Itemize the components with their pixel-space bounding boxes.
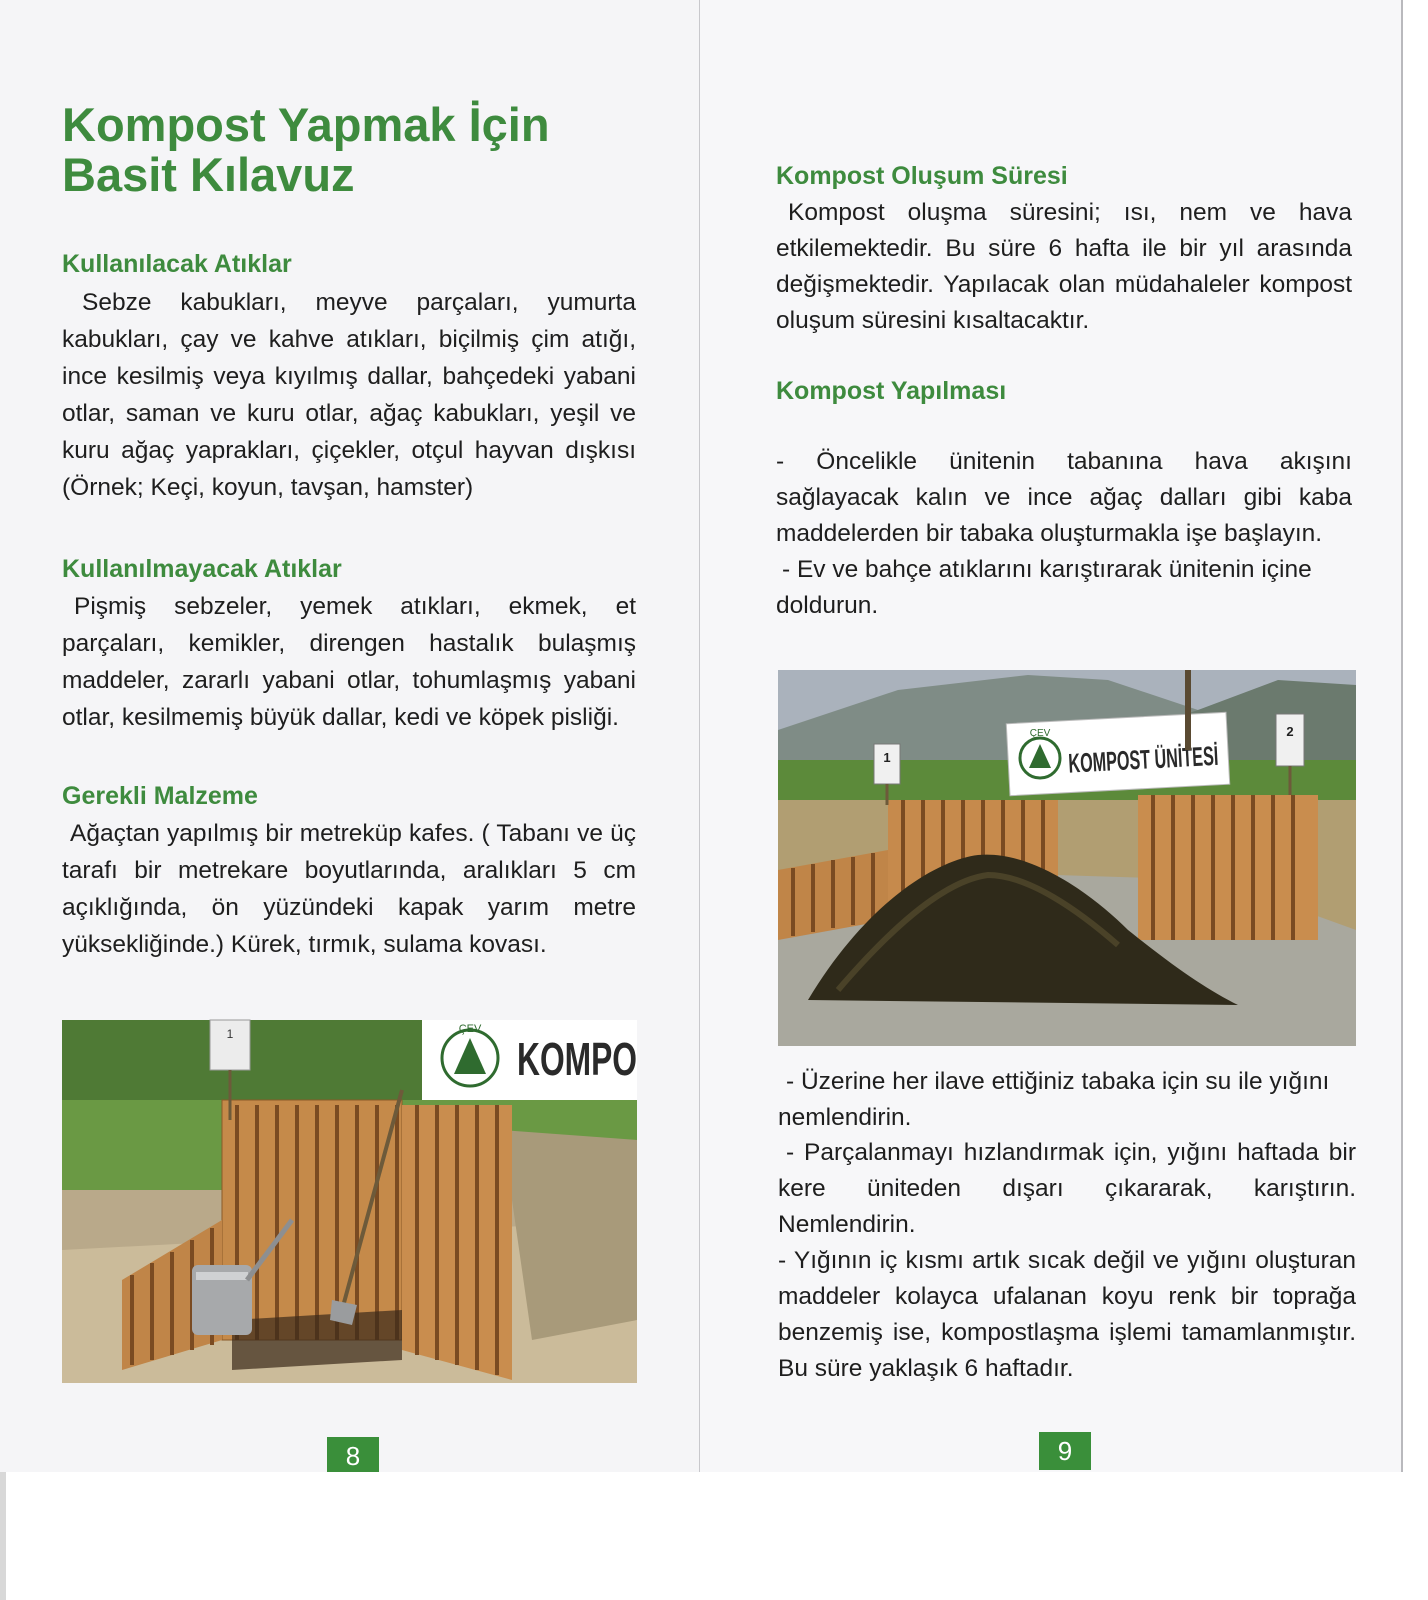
scan-edge-line — [0, 1472, 6, 1600]
making-step-1: - Öncelikle ünitenin tabanına hava akışını sağlayacak kalın ve ince ağaç dalları gibi kaba maddelerden bir tabaka oluşturmakla işe başlayın. — [776, 448, 1352, 547]
process-step-3: - Yığının iç kısmı artık sıcak değil ve yığını oluşturan maddeler kolayca ufalanan koyu renk bir toprağa benzemiş ise, kompostlaşma işlemi tamamlanmıştır. Bu süre yaklaşık 6 haftadır. — [778, 1247, 1356, 1382]
page-number-left: 8 — [327, 1437, 379, 1475]
photo-logo-text: ÇEV — [458, 1023, 482, 1035]
section-text-duration: Kompost oluşma süresini; ısı, nem ve hava etkilemektedir. Bu süre 6 hafta ile bir yıl arasında değişmektedir. Yapılacak olan müdahaleler kompost oluşum süresini kısaltacaktır. — [776, 199, 1352, 334]
right-page — [700, 0, 1403, 1472]
section-heading-duration: Kompost Oluşum Süresi — [776, 162, 1068, 190]
photo-logo-text-right: ÇEV — [1029, 728, 1051, 739]
section-text-usable-waste: Sebze kabukları, meyve parçaları, yumurta kabukları, çay ve kahve atıkları, biçilmiş çim atığı, ince kesilmiş veya kıyılmış dallar, bahçedeki yabani otlar, saman ve kuru otlar, ağaç kabukları, yeşil ve kuru ağaç yaprakları, çiçekler, otçul hayvan dışkısı (Örnek; Keçi, koyun, tavşan, hamster) — [62, 289, 636, 501]
section-heading-materials: Gerekli Malzeme — [62, 782, 258, 810]
page-title: Kompost Yapmak İçin Basit Kılavuz — [62, 98, 550, 201]
left-page — [0, 0, 700, 1472]
photo-sign-2: 2 — [1286, 724, 1294, 739]
process-step-2: - Parçalanmayı hızlandırmak için, yığını haftada bir kere üniteden dışarı çıkararak, karıştırın. Nemlendirin. — [778, 1139, 1356, 1238]
scan-background — [0, 1472, 1428, 1600]
photo-sign-1: 1 — [883, 750, 891, 765]
photo-banner-text: KOMPOST ÜNİTESİ — [1067, 735, 1320, 779]
section-text-materials: Ağaçtan yapılmış bir metreküp kafes. ( Tabanı ve üç tarafı bir metrekare boyutlarında, aralıkları 5 cm açıklığında, ön yüzündeki kapak yarım metre yüksekliğinde.) Kürek, tırmık, sulama kovası. — [62, 820, 636, 958]
page-number-right: 9 — [1039, 1432, 1091, 1470]
photo-sign-text: KOMPO — [517, 1033, 637, 1085]
section-heading-unusable-waste: Kullanılmayacak Atıklar — [62, 555, 342, 583]
photo-compost-unit — [778, 670, 1356, 1046]
photo-small-sign-number: 1 — [226, 1027, 234, 1041]
section-text-unusable-waste: Pişmiş sebzeler, yemek atıkları, ekmek, et parçaları, kemikler, direngen hastalık bulaşmış maddeler, zararlı yabani otlar, tohumlaşmış yabani otlar, kesilmemiş büyük dallar, kedi ve köpek pisliği. — [62, 593, 636, 731]
section-heading-usable-waste: Kullanılacak Atıklar — [62, 250, 292, 278]
section-heading-making: Kompost Yapılması — [776, 377, 1007, 405]
making-step-2: - Ev ve bahçe atıklarını karıştırarak ünitenin içine doldurun. — [776, 556, 1312, 619]
process-step-1: - Üzerine her ilave ettiğiniz tabaka için su ile yığını nemlendirin. — [778, 1068, 1330, 1131]
photo-compost-cage — [62, 1020, 637, 1383]
